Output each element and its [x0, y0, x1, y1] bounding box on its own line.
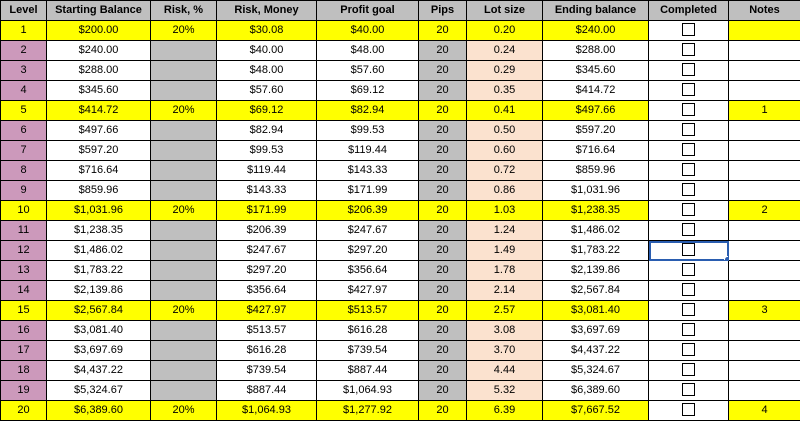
cell-level[interactable]: 4: [1, 81, 47, 101]
cell-completed[interactable]: [649, 41, 729, 61]
checkbox-unchecked-icon[interactable]: [682, 323, 695, 336]
checkbox-unchecked-icon[interactable]: [682, 83, 695, 96]
cell-risk-money[interactable]: $206.39: [217, 221, 317, 241]
cell-profit-goal[interactable]: $82.94: [317, 101, 419, 121]
cell-notes[interactable]: [729, 81, 800, 101]
cell-risk-money[interactable]: $356.64: [217, 281, 317, 301]
cell-level[interactable]: 19: [1, 381, 47, 401]
cell-lot-size[interactable]: 0.86: [467, 181, 543, 201]
cell-starting-balance[interactable]: $6,389.60: [47, 401, 151, 421]
cell-starting-balance[interactable]: $497.66: [47, 121, 151, 141]
cell-ending-balance[interactable]: $2,567.84: [543, 281, 649, 301]
table-row: [1, 341, 800, 361]
cell-completed[interactable]: [649, 161, 729, 181]
checkbox-unchecked-icon[interactable]: [682, 123, 695, 136]
cell-profit-goal[interactable]: $513.57: [317, 301, 419, 321]
cell-completed[interactable]: [649, 201, 729, 221]
cell-profit-goal[interactable]: $356.64: [317, 261, 419, 281]
cell-ending-balance[interactable]: $5,324.67: [543, 361, 649, 381]
cell-notes[interactable]: [729, 261, 800, 281]
cell-ending-balance[interactable]: $3,081.40: [543, 301, 649, 321]
cell-notes[interactable]: [729, 381, 800, 401]
cell-profit-goal[interactable]: $143.33: [317, 161, 419, 181]
cell-pips[interactable]: 20: [419, 181, 467, 201]
cell-lot-size[interactable]: 1.24: [467, 221, 543, 241]
cell-risk-percent[interactable]: [151, 321, 217, 341]
cell-level[interactable]: 3: [1, 61, 47, 81]
cell-starting-balance[interactable]: $1,783.22: [47, 261, 151, 281]
cell-pips[interactable]: 20: [419, 41, 467, 61]
cell-pips[interactable]: 20: [419, 341, 467, 361]
cell-starting-balance[interactable]: $1,238.35: [47, 221, 151, 241]
cell-starting-balance[interactable]: $597.20: [47, 141, 151, 161]
cell-lot-size[interactable]: 0.50: [467, 121, 543, 141]
table-row: [1, 61, 800, 81]
cell-risk-money[interactable]: $82.94: [217, 121, 317, 141]
cell-lot-size[interactable]: 0.41: [467, 101, 543, 121]
cell-completed[interactable]: [649, 101, 729, 121]
cell-starting-balance[interactable]: $3,081.40: [47, 321, 151, 341]
table-row: [1, 281, 800, 301]
cell-risk-percent[interactable]: [151, 181, 217, 201]
cell-risk-money[interactable]: $69.12: [217, 101, 317, 121]
cell-level[interactable]: 16: [1, 321, 47, 341]
cell-risk-money[interactable]: $119.44: [217, 161, 317, 181]
cell-completed[interactable]: [649, 121, 729, 141]
cell-pips[interactable]: 20: [419, 221, 467, 241]
cell-completed[interactable]: [649, 381, 729, 401]
cell-risk-money[interactable]: $427.97: [217, 301, 317, 321]
cell-ending-balance[interactable]: $1,238.35: [543, 201, 649, 221]
cell-profit-goal[interactable]: $887.44: [317, 361, 419, 381]
cell-risk-money[interactable]: $513.57: [217, 321, 317, 341]
cell-lot-size[interactable]: 0.60: [467, 141, 543, 161]
cell-ending-balance[interactable]: $716.64: [543, 141, 649, 161]
checkbox-unchecked-icon[interactable]: [682, 243, 695, 256]
cell-profit-goal[interactable]: $427.97: [317, 281, 419, 301]
cell-profit-goal[interactable]: $99.53: [317, 121, 419, 141]
table-row: [1, 101, 800, 121]
cell-lot-size[interactable]: 0.35: [467, 81, 543, 101]
table-row: [1, 121, 800, 141]
cell-risk-percent[interactable]: 20%: [151, 401, 217, 421]
cell-level[interactable]: 6: [1, 121, 47, 141]
table-row: [1, 401, 800, 421]
column-header-profit-goal[interactable]: Profit goal: [317, 1, 419, 21]
checkbox-unchecked-icon[interactable]: [682, 343, 695, 356]
cell-lot-size[interactable]: 0.24: [467, 41, 543, 61]
cell-completed[interactable]: [649, 21, 729, 41]
cell-starting-balance[interactable]: $5,324.67: [47, 381, 151, 401]
cell-pips[interactable]: 20: [419, 261, 467, 281]
cell-risk-percent[interactable]: [151, 61, 217, 81]
cell-lot-size[interactable]: 5.32: [467, 381, 543, 401]
cell-profit-goal[interactable]: $40.00: [317, 21, 419, 41]
cell-completed[interactable]: [649, 361, 729, 381]
cell-completed[interactable]: [649, 301, 729, 321]
cell-ending-balance[interactable]: $859.96: [543, 161, 649, 181]
checkbox-unchecked-icon[interactable]: [682, 183, 695, 196]
cell-lot-size[interactable]: 1.03: [467, 201, 543, 221]
cell-risk-money[interactable]: $616.28: [217, 341, 317, 361]
cell-starting-balance[interactable]: $3,697.69: [47, 341, 151, 361]
cell-risk-percent[interactable]: [151, 81, 217, 101]
cell-ending-balance[interactable]: $1,031.96: [543, 181, 649, 201]
table-row: [1, 161, 800, 181]
cell-level[interactable]: 10: [1, 201, 47, 221]
cell-pips[interactable]: 20: [419, 281, 467, 301]
cell-risk-money[interactable]: $57.60: [217, 81, 317, 101]
cell-risk-percent[interactable]: [151, 241, 217, 261]
column-header-starting-balance[interactable]: Starting Balance: [47, 1, 151, 21]
cell-risk-percent[interactable]: 20%: [151, 301, 217, 321]
cell-level[interactable]: 12: [1, 241, 47, 261]
cell-ending-balance[interactable]: $2,139.86: [543, 261, 649, 281]
cell-pips[interactable]: 20: [419, 141, 467, 161]
cell-profit-goal[interactable]: $297.20: [317, 241, 419, 261]
cell-risk-money[interactable]: $887.44: [217, 381, 317, 401]
table-row: [1, 301, 800, 321]
cell-level[interactable]: 17: [1, 341, 47, 361]
cell-risk-money[interactable]: $143.33: [217, 181, 317, 201]
cell-ending-balance[interactable]: $7,667.52: [543, 401, 649, 421]
column-header-completed[interactable]: Completed: [649, 1, 729, 21]
cell-ending-balance[interactable]: $345.60: [543, 61, 649, 81]
checkbox-unchecked-icon[interactable]: [682, 223, 695, 236]
cell-risk-percent[interactable]: [151, 41, 217, 61]
cell-lot-size[interactable]: 1.78: [467, 261, 543, 281]
cell-lot-size[interactable]: 0.29: [467, 61, 543, 81]
cell-starting-balance[interactable]: $4,437.22: [47, 361, 151, 381]
cell-profit-goal[interactable]: $616.28: [317, 321, 419, 341]
cell-risk-money[interactable]: $739.54: [217, 361, 317, 381]
cell-profit-goal[interactable]: $206.39: [317, 201, 419, 221]
table-row: [1, 261, 800, 281]
cell-profit-goal[interactable]: $69.12: [317, 81, 419, 101]
cell-lot-size[interactable]: 3.70: [467, 341, 543, 361]
cell-level[interactable]: 5: [1, 101, 47, 121]
cell-level[interactable]: 18: [1, 361, 47, 381]
cell-lot-size[interactable]: 3.08: [467, 321, 543, 341]
cell-risk-percent[interactable]: [151, 141, 217, 161]
checkbox-unchecked-icon[interactable]: [682, 203, 695, 216]
column-header-risk-percent[interactable]: Risk, %: [151, 1, 217, 21]
cell-ending-balance[interactable]: $1,486.02: [543, 221, 649, 241]
column-header-ending-balance[interactable]: Ending balance: [543, 1, 649, 21]
cell-pips[interactable]: 20: [419, 61, 467, 81]
cell-risk-money[interactable]: $171.99: [217, 201, 317, 221]
cell-level[interactable]: 9: [1, 181, 47, 201]
cell-risk-percent[interactable]: [151, 221, 217, 241]
cell-lot-size[interactable]: 6.39: [467, 401, 543, 421]
cell-completed[interactable]: [649, 281, 729, 301]
table-row: [1, 141, 800, 161]
cell-pips[interactable]: 20: [419, 401, 467, 421]
cell-notes[interactable]: [729, 121, 800, 141]
cell-starting-balance[interactable]: $2,567.84: [47, 301, 151, 321]
cell-risk-percent[interactable]: 20%: [151, 101, 217, 121]
checkbox-unchecked-icon[interactable]: [682, 283, 695, 296]
cell-level[interactable]: 13: [1, 261, 47, 281]
cell-profit-goal[interactable]: $48.00: [317, 41, 419, 61]
table-row: [1, 21, 800, 41]
cell-profit-goal[interactable]: $1,064.93: [317, 381, 419, 401]
cell-notes[interactable]: [729, 281, 800, 301]
cell-lot-size[interactable]: 0.20: [467, 21, 543, 41]
cell-notes[interactable]: 2: [729, 201, 800, 221]
checkbox-unchecked-icon[interactable]: [682, 43, 695, 56]
cell-pips[interactable]: 20: [419, 81, 467, 101]
table-row: [1, 361, 800, 381]
cell-ending-balance[interactable]: $414.72: [543, 81, 649, 101]
cell-ending-balance[interactable]: $6,389.60: [543, 381, 649, 401]
cell-lot-size[interactable]: 1.49: [467, 241, 543, 261]
cell-lot-size[interactable]: 2.14: [467, 281, 543, 301]
cell-pips[interactable]: 20: [419, 101, 467, 121]
column-header-lot-size[interactable]: Lot size: [467, 1, 543, 21]
table-row: [1, 81, 800, 101]
cell-pips[interactable]: 20: [419, 21, 467, 41]
cell-risk-percent[interactable]: [151, 381, 217, 401]
cell-starting-balance[interactable]: $414.72: [47, 101, 151, 121]
cell-pips[interactable]: 20: [419, 241, 467, 261]
cell-notes[interactable]: [729, 321, 800, 341]
cell-notes[interactable]: [729, 161, 800, 181]
cell-risk-percent[interactable]: [151, 281, 217, 301]
cell-notes[interactable]: [729, 61, 800, 81]
cell-lot-size[interactable]: 4.44: [467, 361, 543, 381]
cell-pips[interactable]: 20: [419, 201, 467, 221]
cell-starting-balance[interactable]: $1,031.96: [47, 201, 151, 221]
cell-risk-money[interactable]: $247.67: [217, 241, 317, 261]
cell-pips[interactable]: 20: [419, 381, 467, 401]
checkbox-unchecked-icon[interactable]: [682, 383, 695, 396]
cell-level[interactable]: 20: [1, 401, 47, 421]
table-row: [1, 181, 800, 201]
cell-starting-balance[interactable]: $2,139.86: [47, 281, 151, 301]
checkbox-unchecked-icon[interactable]: [682, 263, 695, 276]
checkbox-unchecked-icon[interactable]: [682, 363, 695, 376]
cell-level[interactable]: 7: [1, 141, 47, 161]
cell-pips[interactable]: 20: [419, 321, 467, 341]
checkbox-unchecked-icon[interactable]: [682, 103, 695, 116]
cell-ending-balance[interactable]: $240.00: [543, 21, 649, 41]
table-row: [1, 321, 800, 341]
cell-level[interactable]: 1: [1, 21, 47, 41]
cell-notes[interactable]: 1: [729, 101, 800, 121]
cell-completed[interactable]: [649, 321, 729, 341]
cell-profit-goal[interactable]: $119.44: [317, 141, 419, 161]
cell-completed[interactable]: [649, 401, 729, 421]
cell-risk-money[interactable]: $30.08: [217, 21, 317, 41]
cell-ending-balance[interactable]: $288.00: [543, 41, 649, 61]
cell-notes[interactable]: [729, 361, 800, 381]
cell-notes[interactable]: [729, 221, 800, 241]
cell-completed[interactable]: [649, 181, 729, 201]
cell-risk-money[interactable]: $1,064.93: [217, 401, 317, 421]
table-row: [1, 201, 800, 221]
cell-pips[interactable]: 20: [419, 121, 467, 141]
cell-profit-goal[interactable]: $1,277.92: [317, 401, 419, 421]
cell-notes[interactable]: [729, 21, 800, 41]
table-row: [1, 241, 800, 261]
cell-risk-money[interactable]: $297.20: [217, 261, 317, 281]
checkbox-unchecked-icon[interactable]: [682, 403, 695, 416]
cell-starting-balance[interactable]: $345.60: [47, 81, 151, 101]
cell-completed[interactable]: [649, 81, 729, 101]
checkbox-unchecked-icon[interactable]: [682, 163, 695, 176]
cell-starting-balance[interactable]: $1,486.02: [47, 241, 151, 261]
cell-notes[interactable]: [729, 181, 800, 201]
cell-level[interactable]: 15: [1, 301, 47, 321]
checkbox-unchecked-icon[interactable]: [682, 303, 695, 316]
cell-risk-money[interactable]: $99.53: [217, 141, 317, 161]
cell-level[interactable]: 11: [1, 221, 47, 241]
cell-starting-balance[interactable]: $716.64: [47, 161, 151, 181]
cell-notes[interactable]: [729, 41, 800, 61]
cell-starting-balance[interactable]: $240.00: [47, 41, 151, 61]
column-header-pips[interactable]: Pips: [419, 1, 467, 21]
cell-completed[interactable]: [649, 61, 729, 81]
cell-completed[interactable]: [649, 221, 729, 241]
column-header-risk-money[interactable]: Risk, Money: [217, 1, 317, 21]
cell-lot-size[interactable]: 2.57: [467, 301, 543, 321]
table-row: [1, 221, 800, 241]
cell-profit-goal[interactable]: $57.60: [317, 61, 419, 81]
cell-level[interactable]: 14: [1, 281, 47, 301]
table-row: [1, 381, 800, 401]
column-header-level[interactable]: Level: [1, 1, 47, 21]
cell-risk-percent[interactable]: [151, 341, 217, 361]
cell-ending-balance[interactable]: $4,437.22: [543, 341, 649, 361]
cell-notes[interactable]: 4: [729, 401, 800, 421]
table-row: [1, 41, 800, 61]
cell-pips[interactable]: 20: [419, 361, 467, 381]
table-header-row: [1, 1, 800, 21]
cell-ending-balance[interactable]: $497.66: [543, 101, 649, 121]
checkbox-unchecked-icon[interactable]: [682, 23, 695, 36]
table-body: [1, 21, 800, 421]
cell-ending-balance[interactable]: $1,783.22: [543, 241, 649, 261]
cell-notes[interactable]: 3: [729, 301, 800, 321]
cell-risk-percent[interactable]: [151, 121, 217, 141]
cell-completed[interactable]: [649, 341, 729, 361]
cell-risk-percent[interactable]: 20%: [151, 201, 217, 221]
cell-completed[interactable]: [649, 241, 729, 261]
cell-profit-goal[interactable]: $247.67: [317, 221, 419, 241]
cell-starting-balance[interactable]: $288.00: [47, 61, 151, 81]
cell-pips[interactable]: 20: [419, 161, 467, 181]
cell-starting-balance[interactable]: $200.00: [47, 21, 151, 41]
checkbox-unchecked-icon[interactable]: [682, 143, 695, 156]
cell-risk-percent[interactable]: 20%: [151, 21, 217, 41]
cell-completed[interactable]: [649, 261, 729, 281]
cell-starting-balance[interactable]: $859.96: [47, 181, 151, 201]
cell-notes[interactable]: [729, 141, 800, 161]
column-header-notes[interactable]: Notes: [729, 1, 800, 21]
cell-risk-percent[interactable]: [151, 261, 217, 281]
cell-completed[interactable]: [649, 141, 729, 161]
cell-level[interactable]: 8: [1, 161, 47, 181]
cell-notes[interactable]: [729, 341, 800, 361]
cell-level[interactable]: 2: [1, 41, 47, 61]
checkbox-unchecked-icon[interactable]: [682, 63, 695, 76]
cell-ending-balance[interactable]: $3,697.69: [543, 321, 649, 341]
cell-notes[interactable]: [729, 241, 800, 261]
cell-pips[interactable]: 20: [419, 301, 467, 321]
cell-lot-size[interactable]: 0.72: [467, 161, 543, 181]
cell-risk-money[interactable]: $40.00: [217, 41, 317, 61]
cell-profit-goal[interactable]: $739.54: [317, 341, 419, 361]
cell-profit-goal[interactable]: $171.99: [317, 181, 419, 201]
cell-risk-percent[interactable]: [151, 361, 217, 381]
cell-risk-money[interactable]: $48.00: [217, 61, 317, 81]
cell-risk-percent[interactable]: [151, 161, 217, 181]
cell-ending-balance[interactable]: $597.20: [543, 121, 649, 141]
